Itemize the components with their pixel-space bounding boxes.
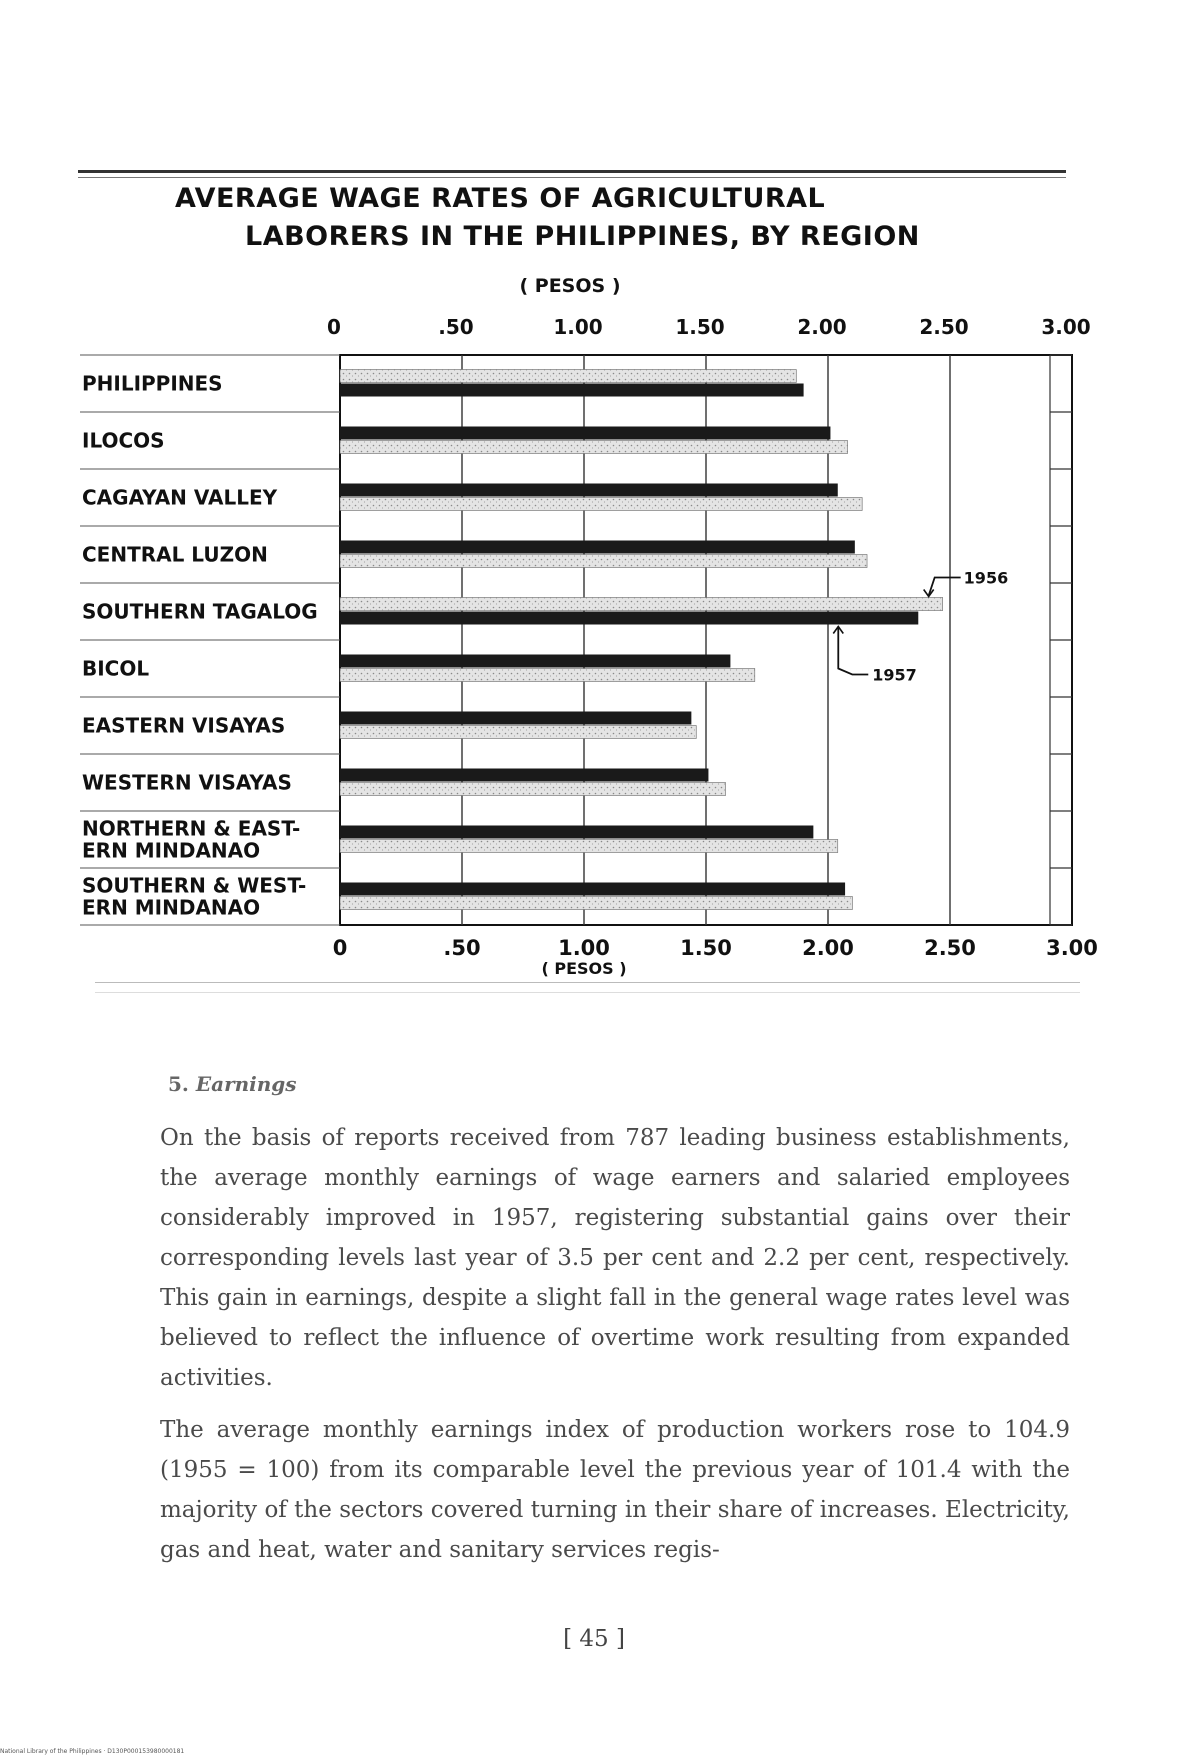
bottom-rule [95,982,1080,983]
category-label-bicol: BICOL [82,656,150,681]
bar-cagayan-valley-1957 [340,484,838,497]
bar-central-luzon-1956 [340,555,867,568]
page-number: [ 45 ] [563,1626,625,1652]
x-tick-label-bottom-2: 2.00 [802,936,854,960]
category-label-western-visayas: WESTERN VISAYAS [82,770,292,795]
unit-label-bottom: ( PESOS ) [541,959,627,978]
x-tick-label-top-0-5: .50 [438,315,474,339]
category-label-southern-west-ern-mindanao: SOUTHERN & WEST-ERN MINDANAO [82,873,307,920]
x-tick-label-bottom-0: 0 [332,936,348,960]
chart-title-line-2: LABORERS IN THE PHILIPPINES, BY REGION [245,221,920,252]
annotation-label-1957: 1957 [872,665,917,685]
bar-northern-east-ern-mindanao-1956 [340,840,838,853]
x-tick-label-top-1: 1.00 [553,315,603,339]
x-tick-label-bottom-2-5: 2.50 [924,936,976,960]
bar-philippines-1957 [340,384,804,397]
x-tick-label-top-1-5: 1.50 [675,315,725,339]
section-number: 5. [168,1072,189,1096]
section-heading [168,1072,297,1096]
x-tick-label-top-2-5: 2.50 [919,315,969,339]
category-label-southern-tagalog: SOUTHERN TAGALOG [82,599,318,624]
bar-eastern-visayas-1957 [340,712,691,725]
category-label-northern-east-ern-mindanao: NORTHERN & EAST-ERN MINDANAO [82,816,301,863]
bottom-rule-thin [95,992,1080,993]
chart-title-line-1: AVERAGE WAGE RATES OF AGRICULTURAL [175,183,826,214]
x-tick-label-bottom-1: 1.00 [558,936,610,960]
bar-southern-tagalog-1956 [340,598,943,611]
section-title: Earnings [195,1072,297,1096]
x-tick-label-top-3: 3.00 [1041,315,1091,339]
footer-credit: National Library of the Philippines · D130P000153980000181 [0,1748,185,1755]
bar-northern-east-ern-mindanao-1957 [340,826,813,839]
paragraph-2: The average monthly earnings index of production workers rose to 104.9 (1955 = 100) from its comparable level the previous year of 101.4 with the majority of the sectors covered turning in their share of increases. Electricity, gas and heat, water and sanitary services regis- [160,1417,1070,1563]
bar-ilocos-1957 [340,427,830,440]
x-tick-label-bottom-3: 3.00 [1046,936,1098,960]
bar-southern-tagalog-1957 [340,612,918,625]
category-label-central-luzon: CENTRAL LUZON [82,542,268,567]
x-tick-label-top-2: 2.00 [797,315,847,339]
bar-southern-west-ern-mindanao-1956 [340,897,852,910]
x-tick-label-bottom-1-5: 1.50 [680,936,732,960]
bar-bicol-1957 [340,655,730,668]
x-tick-label-top-0: 0 [327,315,341,339]
bar-western-visayas-1956 [340,783,726,796]
bar-eastern-visayas-1956 [340,726,696,739]
category-label-cagayan-valley: CAGAYAN VALLEY [82,485,278,510]
bar-cagayan-valley-1956 [340,498,862,511]
bar-western-visayas-1957 [340,769,708,782]
bar-ilocos-1956 [340,441,848,454]
annotation-label-1956: 1956 [963,568,1009,588]
x-tick-label-bottom-0-5: .50 [443,936,481,960]
unit-label-top: ( PESOS ) [519,275,621,297]
category-label-eastern-visayas: EASTERN VISAYAS [82,713,286,738]
category-label-ilocos: ILOCOS [82,428,165,453]
annotation-arrow-1956 [929,578,961,596]
category-label-philippines: PHILIPPINES [82,371,223,396]
bar-philippines-1956 [340,370,796,383]
paragraph-1: On the basis of reports received from 787 leading business establishments, the average monthly earnings of wage earners and salaried employees considerably improved in 1957, registering substantial gains over their corresponding levels last year of 3.5 per cent and 2.2 per cent, respectively. This gain in earnings, despite a slight fall in the general wage rates level was believed to reflect the influence of overtime work resulting from expanded activities. [160,1125,1070,1391]
bar-bicol-1956 [340,669,755,682]
bar-central-luzon-1957 [340,541,855,554]
bar-southern-west-ern-mindanao-1957 [340,883,845,896]
